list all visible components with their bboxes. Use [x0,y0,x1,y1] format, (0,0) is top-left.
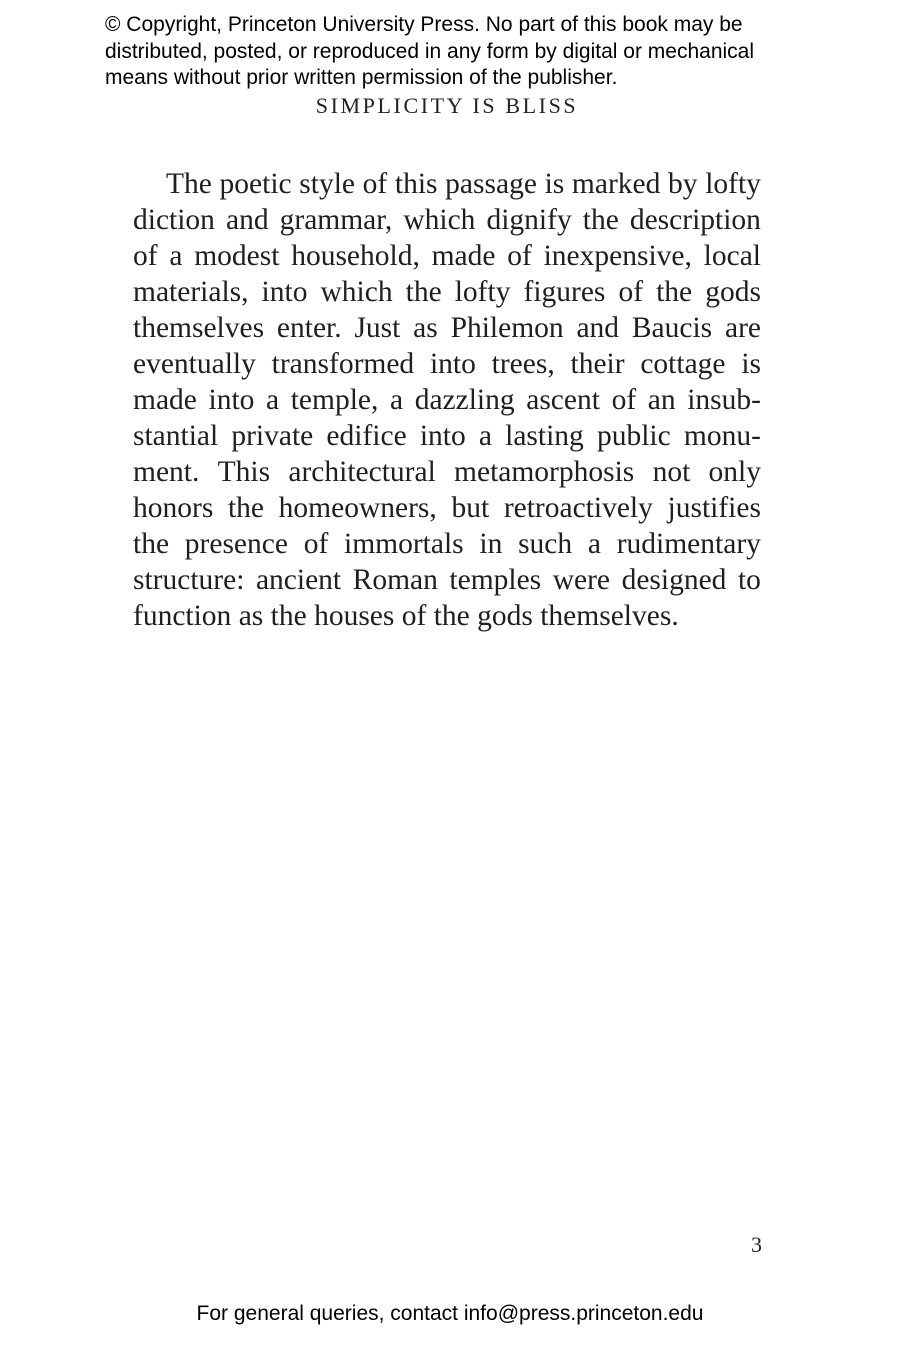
body-word: function [133,600,239,632]
body-word: transformed [271,348,415,380]
body-word: into [419,420,466,452]
body-word: metamorphosis [454,456,635,488]
body-word: honors [133,492,214,524]
body-word: of [362,168,388,200]
body-word: made [431,240,496,272]
body-word: themselves [133,312,265,344]
body-word: enter. [276,312,342,344]
body-word: public [596,420,671,452]
footer-contact: For general queries, contact info@press.princeton.edu [196,1302,704,1325]
body-word: which [320,276,393,308]
body-word: designed [621,564,727,596]
body-word: dazzling [414,384,515,416]
body-word: local [703,240,761,272]
body-word: of [611,384,637,416]
body-word: modest [194,240,280,272]
body-word: temples [449,564,542,596]
body-word: their [570,348,625,380]
body-word: passage [445,168,537,200]
body-word: by [668,168,698,200]
copyright-line: © Copyright, Princeton University Press. No part of this book may be [105,13,743,36]
body-word: this [394,168,438,200]
body-word: a [169,240,183,272]
body-word: only [708,456,761,488]
body-paragraph [133,166,761,634]
body-word: monu- [683,420,761,452]
body-word: eventually [133,348,256,380]
body-word: temple, [290,384,379,416]
body-word: of [303,528,329,560]
body-line [133,382,761,418]
body-word: rudimentary [616,528,761,560]
body-line [133,238,761,274]
body-word: inexpensive, [543,240,692,272]
body-word: private [231,420,314,452]
body-word: grammar, [279,204,393,236]
body-word: the [433,600,478,632]
body-word: lasting [505,420,584,452]
body-line [133,202,761,238]
body-word: the [270,600,315,632]
body-word: gods [705,276,761,308]
body-word: architectural [288,456,436,488]
body-word: such [518,528,573,560]
body-word: household, [291,240,420,272]
body-word: structure: [133,564,245,596]
body-word: justifies [667,492,761,524]
body-word: gods [477,600,541,632]
body-word: style [299,168,355,200]
body-word: description [629,204,761,236]
body-word: of [618,276,644,308]
body-line [133,526,761,562]
body-word: Roman [352,564,438,596]
body-word: homeowners, [278,492,437,524]
body-word: Just [354,312,401,344]
body-word: trees, [491,348,555,380]
body-word: which [403,204,476,236]
body-word: into [261,276,308,308]
body-word: but [451,492,490,524]
body-word: of [507,240,532,272]
body-word: dignify [486,204,572,236]
copyright-line: distributed, posted, or reproduced in any form by digital or mechanical [105,39,755,63]
body-word: the [227,492,265,524]
body-word: insub- [687,384,761,416]
body-word: into [429,348,476,380]
body-line [133,490,761,526]
body-word: the [405,276,442,308]
body-word: a [587,528,601,560]
body-word: are [724,312,761,344]
body-word: retroactively [503,492,653,524]
body-word: This [217,456,271,488]
body-line [133,598,761,634]
body-word: into [208,384,255,416]
body-word: in [479,528,503,560]
body-word: lofty [705,168,761,200]
body-word: the [656,276,693,308]
body-word: the [582,204,619,236]
body-line [133,310,761,346]
body-word: lofty [454,276,511,308]
body-word: as [238,600,271,632]
body-word: poetic [219,168,292,200]
body-word: made [133,384,197,416]
body-word: an [647,384,676,416]
body-word: to [737,564,761,596]
body-word: as [413,312,438,344]
body-word: is [741,348,761,380]
body-word: a [389,384,404,416]
body-word: cottage [640,348,726,380]
body-line [133,454,761,490]
body-word: stantial [133,420,219,452]
body-word: ancient [255,564,342,596]
body-word: presence [184,528,288,560]
body-word: ment. [133,456,200,488]
body-word: Philemon [450,312,564,344]
body-word: Baucis [631,312,713,344]
body-word: not [652,456,691,488]
body-word: diction [133,204,215,236]
body-word: ascent [526,384,600,416]
body-word: themselves. [540,600,679,632]
body-word: of [401,600,434,632]
body-word: and [576,312,620,344]
body-word: marked [571,168,661,200]
body-word: is [544,168,565,200]
body-line [133,562,761,598]
body-word: figures [523,276,606,308]
page-number: 3 [751,1232,762,1257]
copyright-line: means without prior written permission of the publisher. [105,66,618,89]
body-word: a [266,384,280,416]
body-word: The [166,168,212,200]
body-word: houses [314,600,402,632]
body-line [133,418,761,454]
body-word: were [552,564,611,596]
body-word: a [478,420,492,452]
running-head: SIMPLICITY IS BLISS [315,93,579,118]
copyright-notice [105,12,825,92]
body-word: the [133,528,170,560]
body-line [133,274,761,310]
body-word: immortals [344,528,464,560]
body-word: materials, [133,276,249,308]
body-word: edifice [326,420,407,452]
body-word: of [133,240,158,272]
body-line [133,346,761,382]
body-line [133,166,761,202]
body-word: and [225,204,269,236]
